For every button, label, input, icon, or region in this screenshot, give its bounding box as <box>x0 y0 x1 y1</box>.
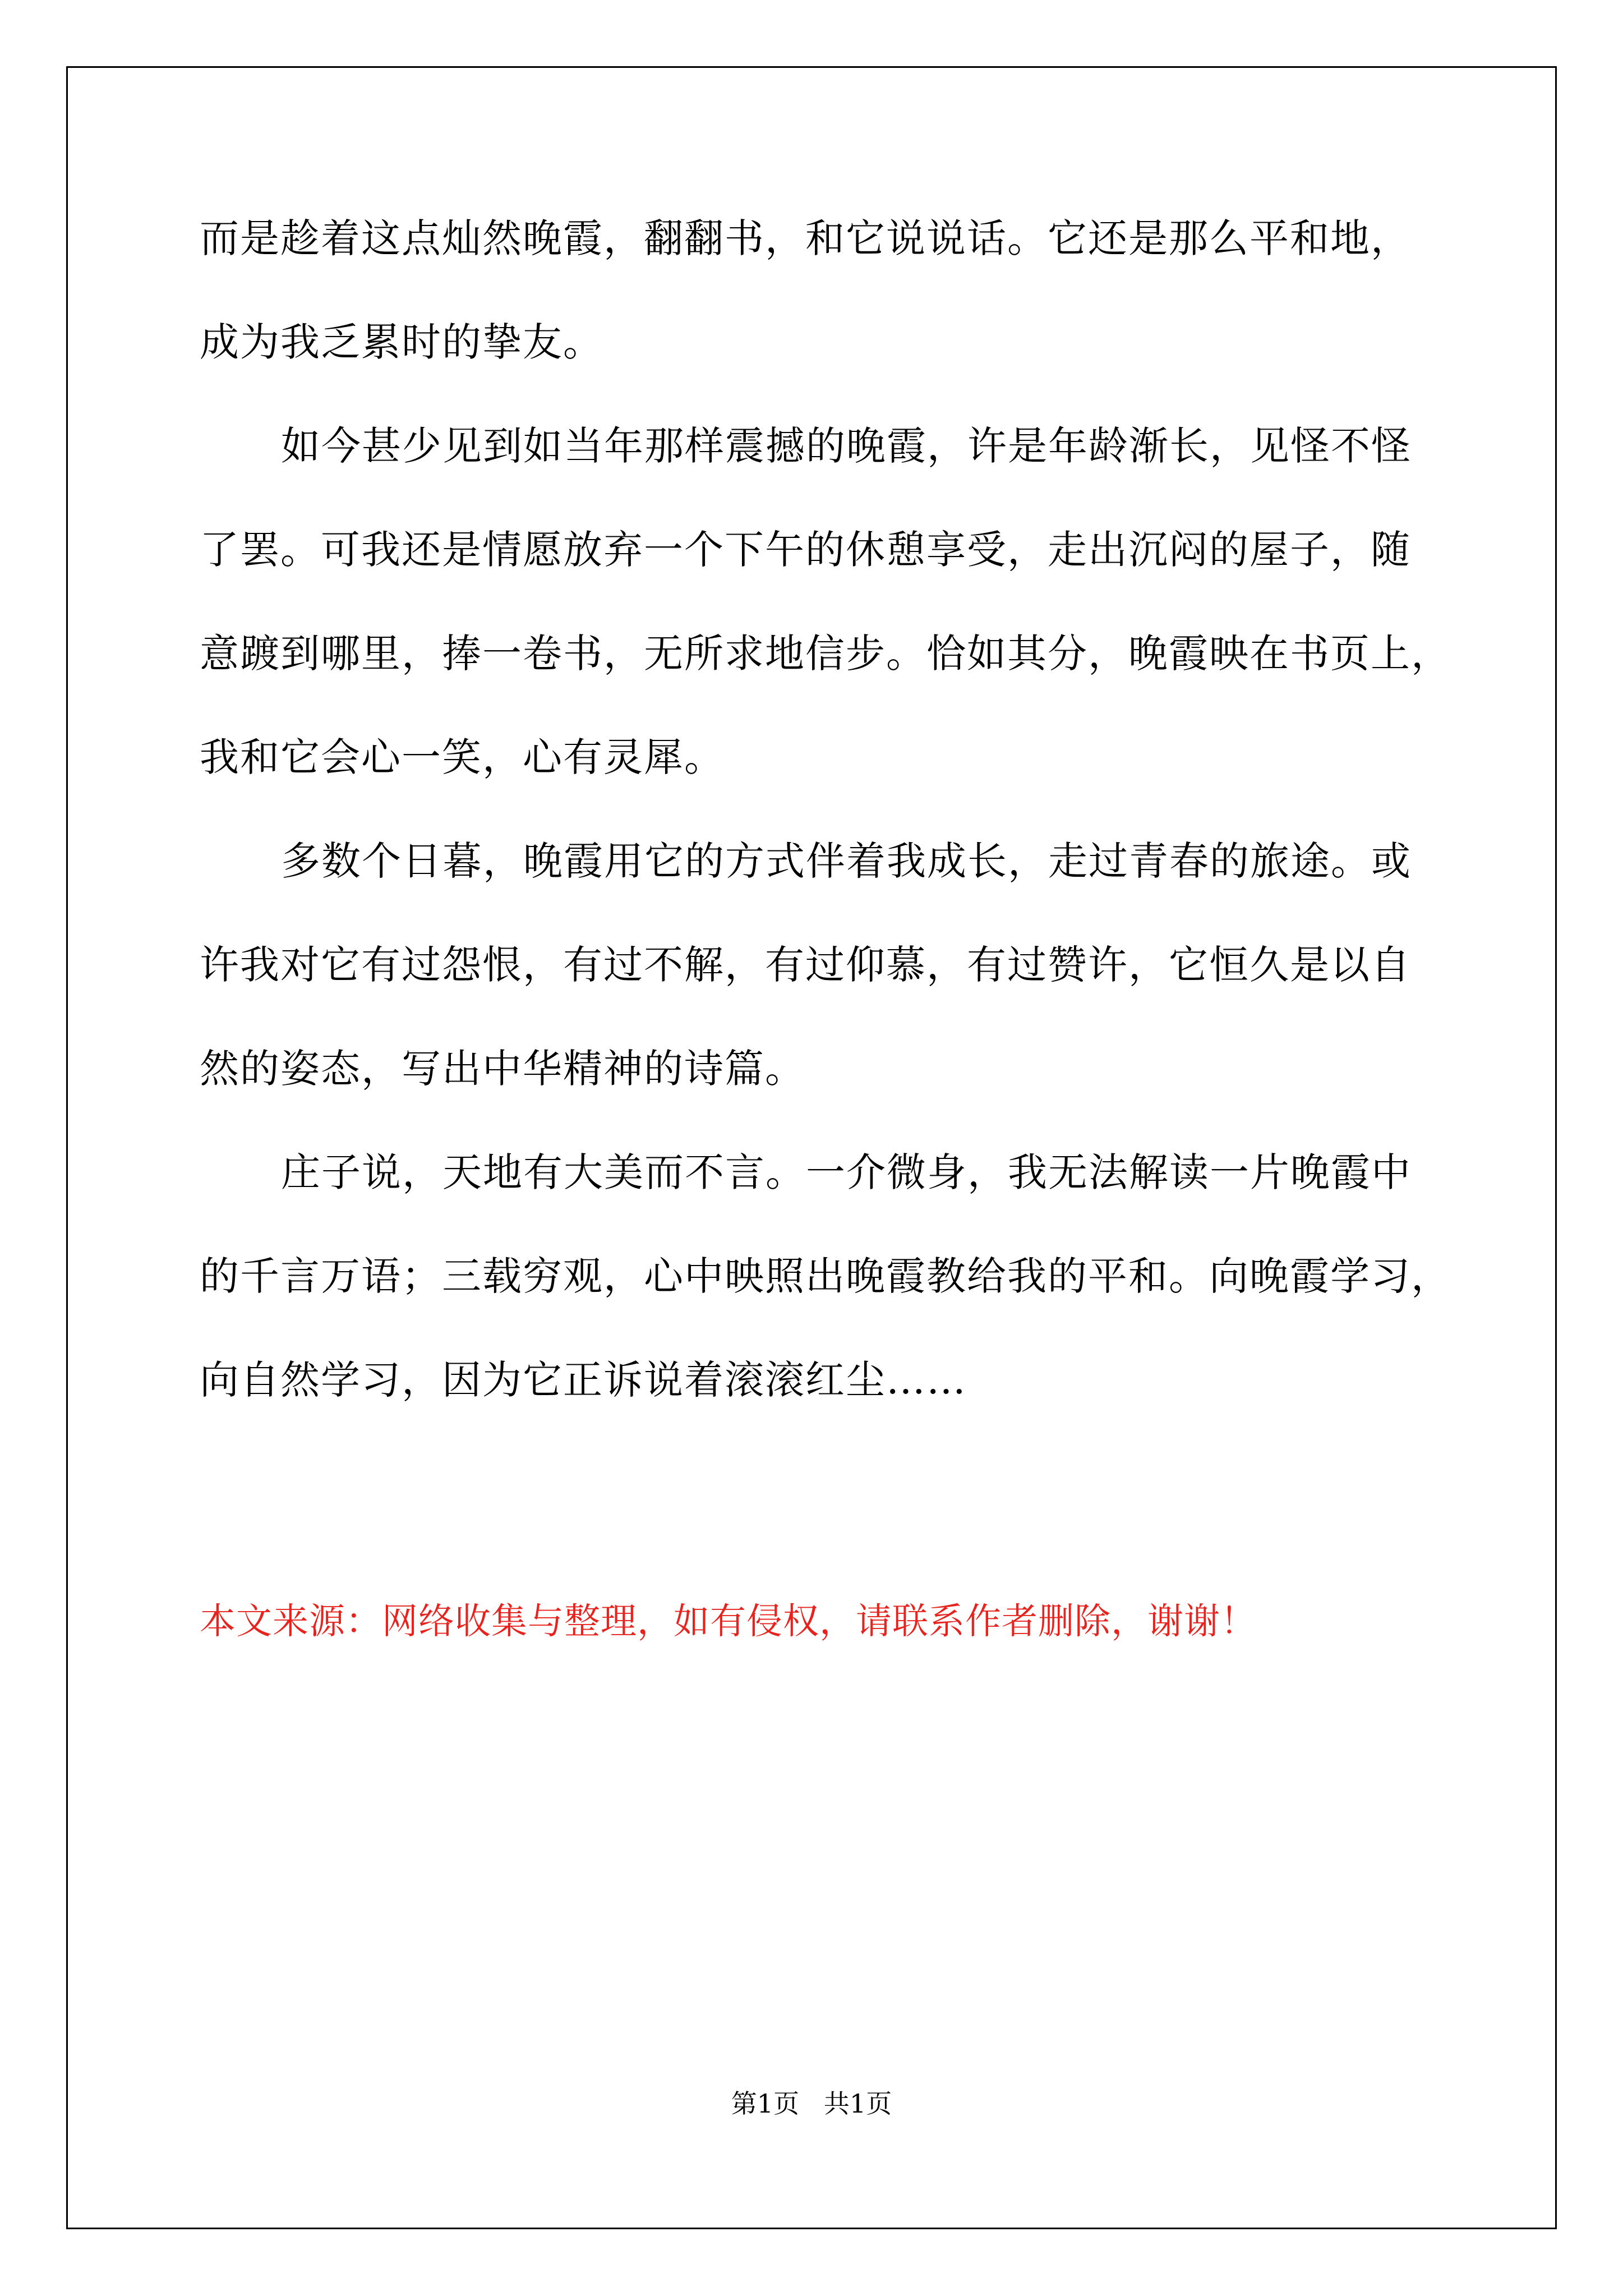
paragraph-line: 许我对它有过怨恨，有过不解，有过仰慕，有过赞许，它恒久是以自 <box>200 942 1411 988</box>
paragraph-4 <box>200 1147 1451 1405</box>
paragraph-line: 我和它会心一笑，心有灵犀。 <box>200 734 725 780</box>
paragraph-line: 了罢。可我还是情愿放弃一个下午的休憩享受，走出沉闷的屋子，随 <box>200 527 1411 573</box>
paragraph-line: 如今甚少见到如当年那样震撼的晚霞，许是年龄渐长，见怪不怪 <box>281 423 1412 469</box>
paragraph-line: 而是趁着这点灿然晚霞，翻翻书，和它说说话。它还是那么平和地， <box>200 215 1411 261</box>
paragraph-line: 成为我乏累时的挚友。 <box>200 319 603 365</box>
source-notice: 本文来源：网络收集与整理，如有侵权，请联系作者删除，谢谢！ <box>200 1601 1257 1642</box>
paragraph-line: 的千言万语；三载穷观，心中映照出晚霞教给我的平和。向晚霞学习， <box>200 1253 1451 1299</box>
paragraph-line: 意踱到哪里，捧一卷书，无所求地信步。恰如其分，晚霞映在书页上， <box>200 631 1451 677</box>
paragraph-line: 庄子说，天地有大美而不言。一介微身，我无法解读一片晚霞中 <box>281 1149 1412 1195</box>
paragraph-line: 多数个日暮，晚霞用它的方式伴着我成长，走过青春的旅途。或 <box>281 838 1412 884</box>
paragraph-3 <box>200 836 1433 1094</box>
page-footer: 第1页 共1页 <box>731 2088 892 2119</box>
paragraph-line: 向自然学习，因为它正诉说着滚滚红尘…… <box>200 1357 967 1403</box>
paragraph-2 <box>200 421 1451 783</box>
paragraph-1 <box>200 213 1433 367</box>
paragraph-line: 然的姿态，写出中华精神的诗篇。 <box>200 1046 805 1092</box>
document-body <box>200 213 1451 1458</box>
